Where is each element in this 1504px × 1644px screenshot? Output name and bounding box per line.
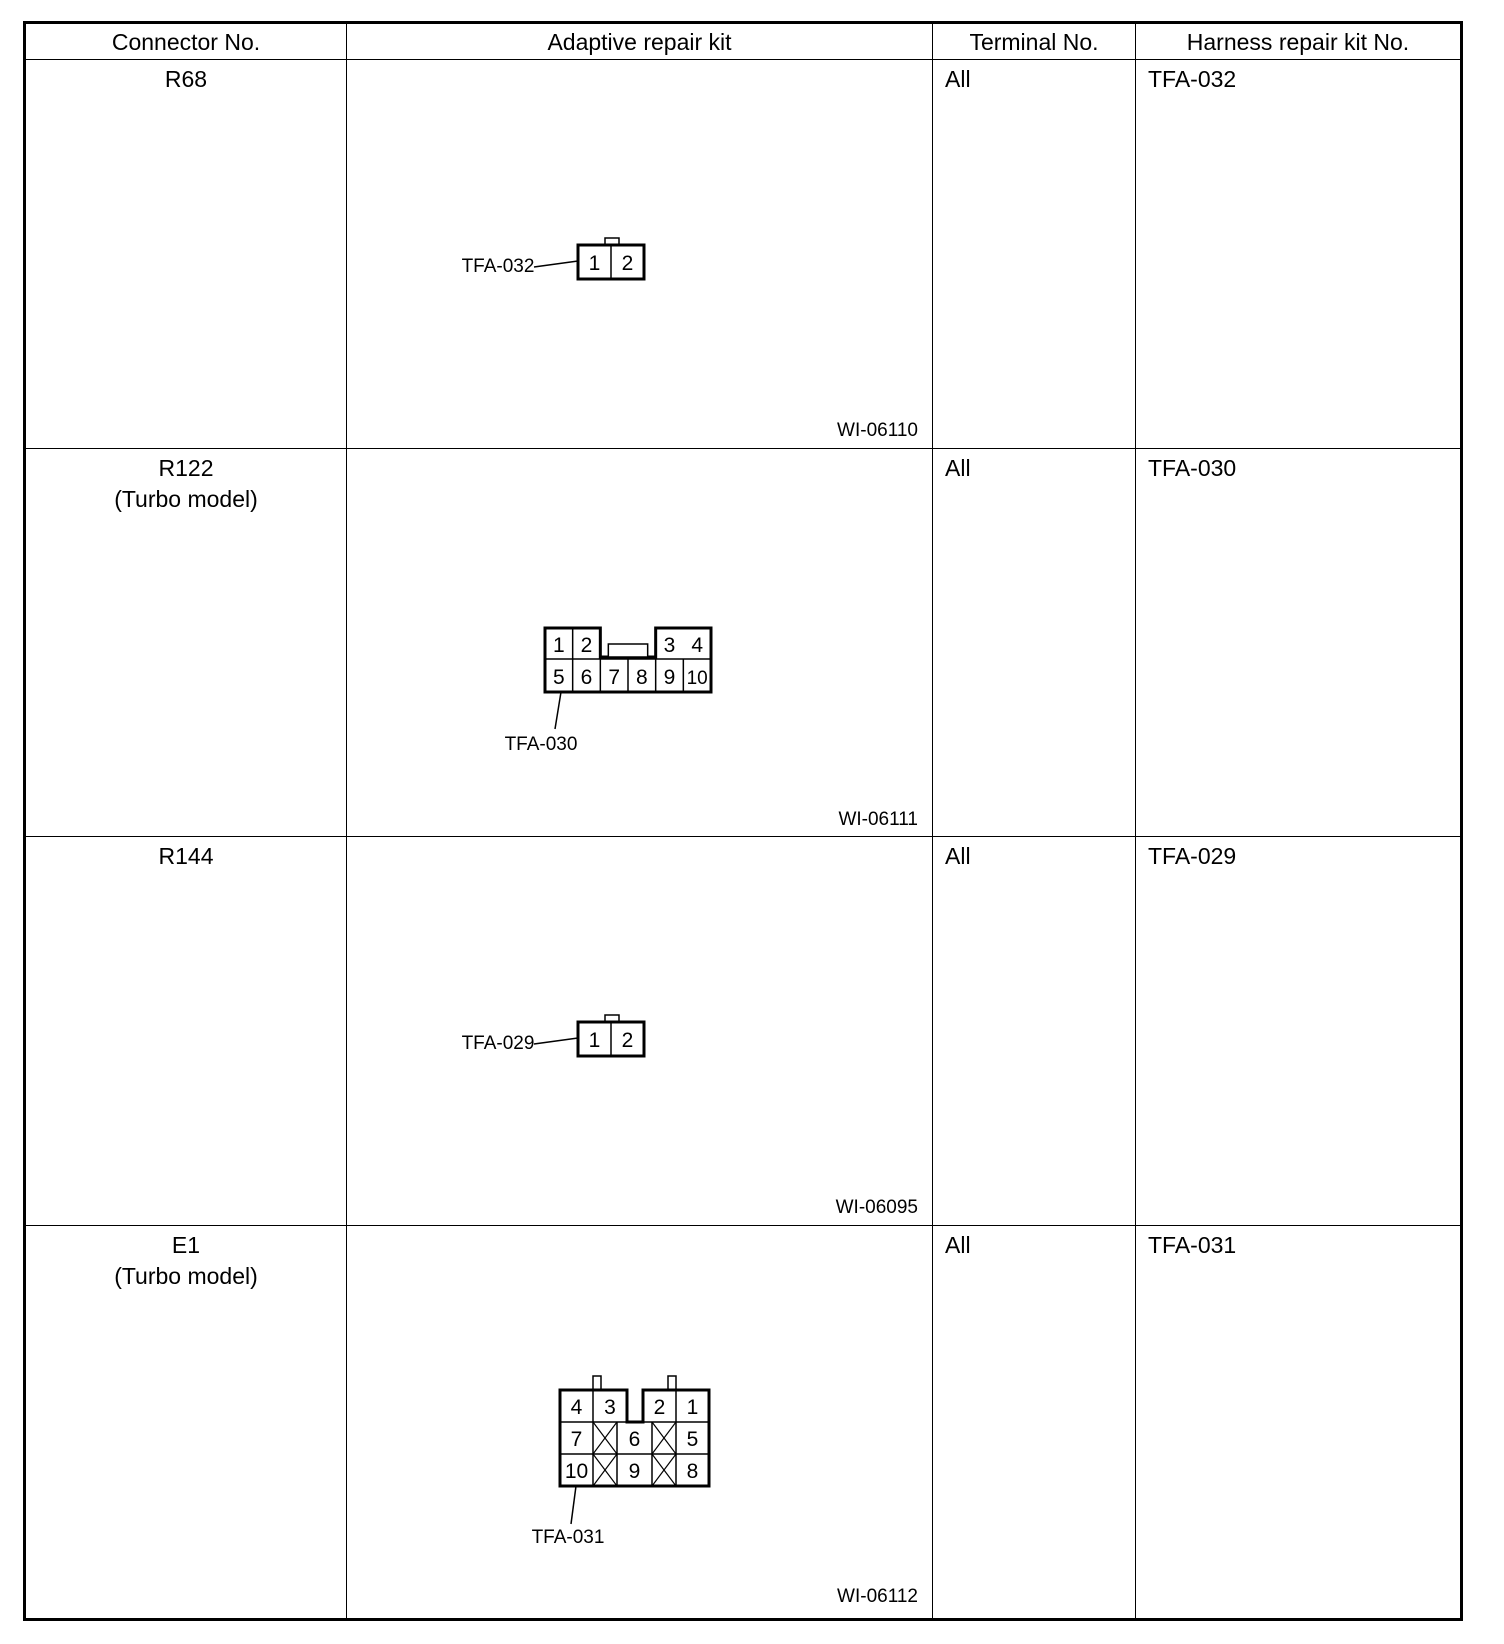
pin-label: 5 [686,1428,699,1451]
pin-label: 9 [663,666,676,689]
table-row [26,64,346,95]
terminal-no: All [945,843,971,869]
pin-label: 2 [621,252,634,275]
pin-label: 2 [653,1396,666,1419]
figure-code: WI-06111 [838,809,918,830]
connector-note: (Turbo model) [114,1263,258,1289]
row-divider [26,1225,1460,1226]
pin-label: 4 [691,634,704,657]
connector-drawing [512,1374,732,1544]
pin-label: 1 [552,634,565,657]
pin-label: 8 [686,1460,699,1483]
connector-no: R68 [164,66,208,92]
connector-drawing [497,624,767,764]
pin-label: 10 [564,1460,589,1483]
header-terminal-no: Terminal No. [969,29,1099,55]
callout-label: TFA-029 [461,1033,535,1054]
pin-label: 6 [580,666,593,689]
harness-kit-no: TFA-029 [1148,843,1237,869]
connector-table [23,21,1463,1621]
terminal-no: All [945,1232,971,1258]
pin-label: 3 [604,1396,616,1419]
table-row [26,1230,346,1292]
harness-kit-no: TFA-030 [1148,455,1237,481]
column-divider [932,24,933,1618]
callout-label: TFA-032 [461,256,535,277]
harness-kit-no: TFA-032 [1148,66,1237,92]
pin-label: 6 [628,1428,641,1451]
pin-label: 1 [588,252,601,275]
connector-drawing [447,1011,647,1061]
connector-note: (Turbo model) [114,486,258,512]
figure-code: WI-06110 [837,420,918,441]
pin-label: 2 [580,634,593,657]
pin-label: 3 [663,634,676,657]
connector-no: R144 [158,843,214,869]
connector-no: E1 [171,1232,201,1258]
pin-label: 7 [608,666,621,689]
table-row [26,841,346,872]
terminal-no: All [945,66,971,92]
harness-kit-no: TFA-031 [1148,1232,1237,1258]
table-row [26,453,346,515]
row-divider [26,448,1460,449]
callout-label: TFA-030 [504,734,578,755]
column-divider [1135,24,1136,1618]
pin-label: 4 [570,1396,583,1419]
pin-label: 9 [628,1460,641,1483]
figure-code: WI-06095 [835,1197,918,1218]
terminal-no: All [945,455,971,481]
pin-label: 10 [686,668,708,689]
connector-no: R122 [158,455,214,481]
pin-label: 1 [686,1396,699,1419]
pin-label: 7 [570,1428,583,1451]
figure-code: WI-06112 [837,1586,918,1607]
callout-label: TFA-031 [531,1527,605,1544]
header-adaptive-repair-kit: Adaptive repair kit [547,29,732,55]
pin-label: 8 [635,666,648,689]
row-divider [26,836,1460,837]
pin-label: 2 [621,1029,634,1052]
pin-label: 5 [552,666,565,689]
header-harness-repair-kit-no: Harness repair kit No. [1186,29,1410,55]
pin-label: 1 [588,1029,601,1052]
connector-drawing [447,234,647,284]
column-divider [346,24,347,1618]
header-connector-no: Connector No. [111,29,261,55]
